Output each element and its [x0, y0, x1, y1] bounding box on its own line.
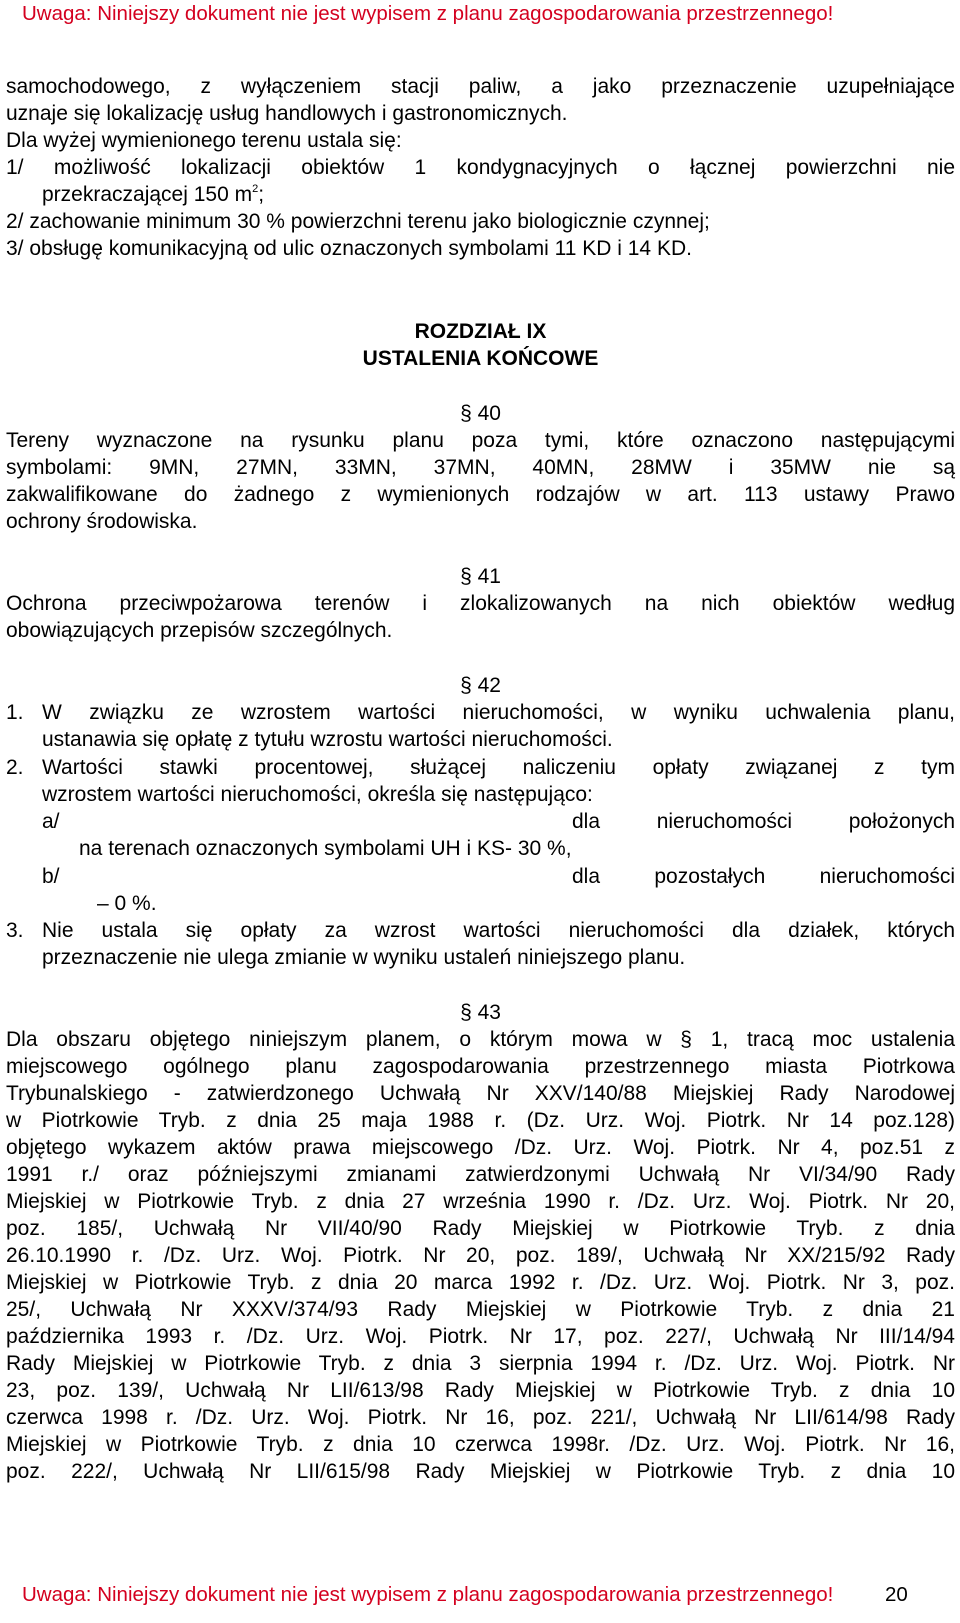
area-text: przekraczającej 150 m	[42, 183, 253, 206]
s43-line: poz. 185/, Uchwałą Nr VII/40/90 Rady Miejskiej w Piotrkowie Tryb. z dnia	[6, 1217, 955, 1240]
page-number: 20	[885, 1583, 908, 1606]
s43-line: w Piotrkowie Tryb. z dnia 25 maja 1988 r. (Dz. Urz. Woj. Piotrk. Nr 14 poz.128)	[6, 1109, 955, 1132]
section-42-heading: § 42	[460, 674, 501, 697]
s42-a-line-1: dla nieruchomości położonych	[572, 810, 955, 833]
intro-line-2: uznaje się lokalizację usług handlowych i gastronomicznych.	[6, 102, 568, 125]
s42-p2-number: 2.	[6, 756, 24, 779]
s42-a-label: a/	[42, 810, 60, 833]
s43-line: Miejskiej w Piotrkowie Tryb. z dnia 20 marca 1992 r. /Dz. Urz. Woj. Piotrk. Nr 3, poz.	[6, 1271, 955, 1294]
s43-line: Trybunalskiego - zatwierdzonego Uchwałą Nr XXV/140/88 Miejskiej Rady Narodowej	[6, 1082, 955, 1105]
s42-p2-line-1: Wartości stawki procentowej, służącej naliczeniu opłaty związanej z tym	[42, 756, 955, 779]
s42-b-label: b/	[42, 865, 60, 888]
s41-line-1: Ochrona przeciwpożarowa terenów i zlokalizowanych na nich obiektów według	[6, 592, 955, 615]
intro-line-6: 2/ zachowanie minimum 30 % powierzchni terenu jako biologicznie czynnej;	[6, 210, 710, 233]
s42-p3-number: 3.	[6, 919, 24, 942]
s43-line: czerwca 1998 r. /Dz. Urz. Woj. Piotrk. Nr 16, poz. 221/, Uchwałą Nr LII/614/98 Rady	[6, 1406, 955, 1429]
section-43-heading: § 43	[460, 1001, 501, 1024]
s40-line-1: Tereny wyznaczone na rysunku planu poza tymi, które oznaczono następującymi	[6, 429, 955, 452]
s43-line: 1991 r./ oraz późniejszymi zmianami zatwierdzonymi Uchwałą Nr VI/34/90 Rady	[6, 1163, 955, 1186]
intro-line-1: samochodowego, z wyłączeniem stacji paliw, a jako przeznaczenie uzupełniające	[6, 75, 955, 98]
intro-line-4: 1/ możliwość lokalizacji obiektów 1 kondygnacyjnych o łącznej powierzchni nie	[6, 156, 955, 179]
area-text-end: ;	[258, 183, 265, 206]
s43-line: Rady Miejskiej w Piotrkowie Tryb. z dnia 3 sierpnia 1994 r. /Dz. Urz. Woj. Piotrk. Nr	[6, 1352, 955, 1375]
s40-line-4: ochrony środowiska.	[6, 510, 198, 533]
footer-warning: Uwaga: Niniejszy dokument nie jest wypisem z planu zagospodarowania przestrzennego!	[22, 1583, 834, 1606]
s42-p1-number: 1.	[6, 701, 24, 724]
superscript: 2	[252, 183, 259, 195]
intro-line-5	[42, 181, 955, 209]
s40-line-3: zakwalifikowane do żadnego z wymienionych rodzajów w art. 113 ustawy Prawo	[6, 483, 955, 506]
s43-line: miejscowego ogólnego planu zagospodarowania przestrzennego miasta Piotrkowa	[6, 1055, 955, 1078]
s42-p3-line-1: Nie ustala się opłaty za wzrost wartości nieruchomości dla działek, których	[42, 919, 955, 942]
s43-line: Miejskiej w Piotrkowie Tryb. z dnia 10 czerwca 1998r. /Dz. Urz. Woj. Piotrk. Nr 16,	[6, 1433, 955, 1456]
s42-b-line-1: dla pozostałych nieruchomości	[572, 865, 955, 888]
s42-a-line-2: na terenach oznaczonych symbolami UH i KS- 30 %,	[79, 837, 572, 860]
s43-line: Miejskiej w Piotrkowie Tryb. z dnia 27 września 1990 r. /Dz. Urz. Woj. Piotrk. Nr 20,	[6, 1190, 955, 1213]
section-40-heading: § 40	[460, 402, 501, 425]
s42-p2-line-2: wzrostem wartości nieruchomości, określa się następująco:	[42, 783, 593, 806]
s42-p1-line-1: W związku ze wzrostem wartości nieruchomości, w wyniku uchwalenia planu,	[42, 701, 955, 724]
s43-line: 23, poz. 139/, Uchwałą Nr LII/613/98 Rady Miejskiej w Piotrkowie Tryb. z dnia 10	[6, 1379, 955, 1402]
chapter-number: ROZDZIAŁ IX	[414, 320, 547, 343]
s42-p1-line-2: ustanawia się opłatę z tytułu wzrostu wartości nieruchomości.	[42, 728, 613, 751]
s43-line: 26.10.1990 r. /Dz. Urz. Woj. Piotrk. Nr 20, poz. 189/, Uchwałą Nr XX/215/92 Rady	[6, 1244, 955, 1267]
s40-line-2: symbolami: 9MN, 27MN, 33MN, 37MN, 40MN, 28MW i 35MW nie są	[6, 456, 955, 479]
s43-line: poz. 222/, Uchwałą Nr LII/615/98 Rady Miejskiej w Piotrkowie Tryb. z dnia 10	[6, 1460, 955, 1483]
intro-line-3: Dla wyżej wymienionego terenu ustala się:	[6, 129, 402, 152]
s43-line: października 1993 r. /Dz. Urz. Woj. Piotrk. Nr 17, poz. 227/, Uchwałą Nr III/14/94	[6, 1325, 955, 1348]
s41-line-2: obowiązujących przepisów szczególnych.	[6, 619, 393, 642]
chapter-title: USTALENIA KOŃCOWE	[362, 347, 599, 370]
s42-b-line-2: – 0 %.	[97, 892, 157, 915]
s42-p3-line-2: przeznaczenie nie ulega zmianie w wyniku ustaleń niniejszego planu.	[42, 946, 686, 969]
header-warning: Uwaga: Niniejszy dokument nie jest wypisem z planu zagospodarowania przestrzennego!	[22, 2, 834, 25]
section-41-heading: § 41	[460, 565, 501, 588]
intro-line-7: 3/ obsługę komunikacyjną od ulic oznaczonych symbolami 11 KD i 14 KD.	[6, 237, 692, 260]
s43-line: objętego wykazem aktów prawa miejscowego /Dz. Urz. Woj. Piotrk. Nr 4, poz.51 z	[6, 1136, 955, 1159]
s43-line: Dla obszaru objętego niniejszym planem, o którym mowa w § 1, tracą moc ustalenia	[6, 1028, 955, 1051]
s43-line: 25/, Uchwałą Nr XXXV/374/93 Rady Miejskiej w Piotrkowie Tryb. z dnia 21	[6, 1298, 955, 1321]
